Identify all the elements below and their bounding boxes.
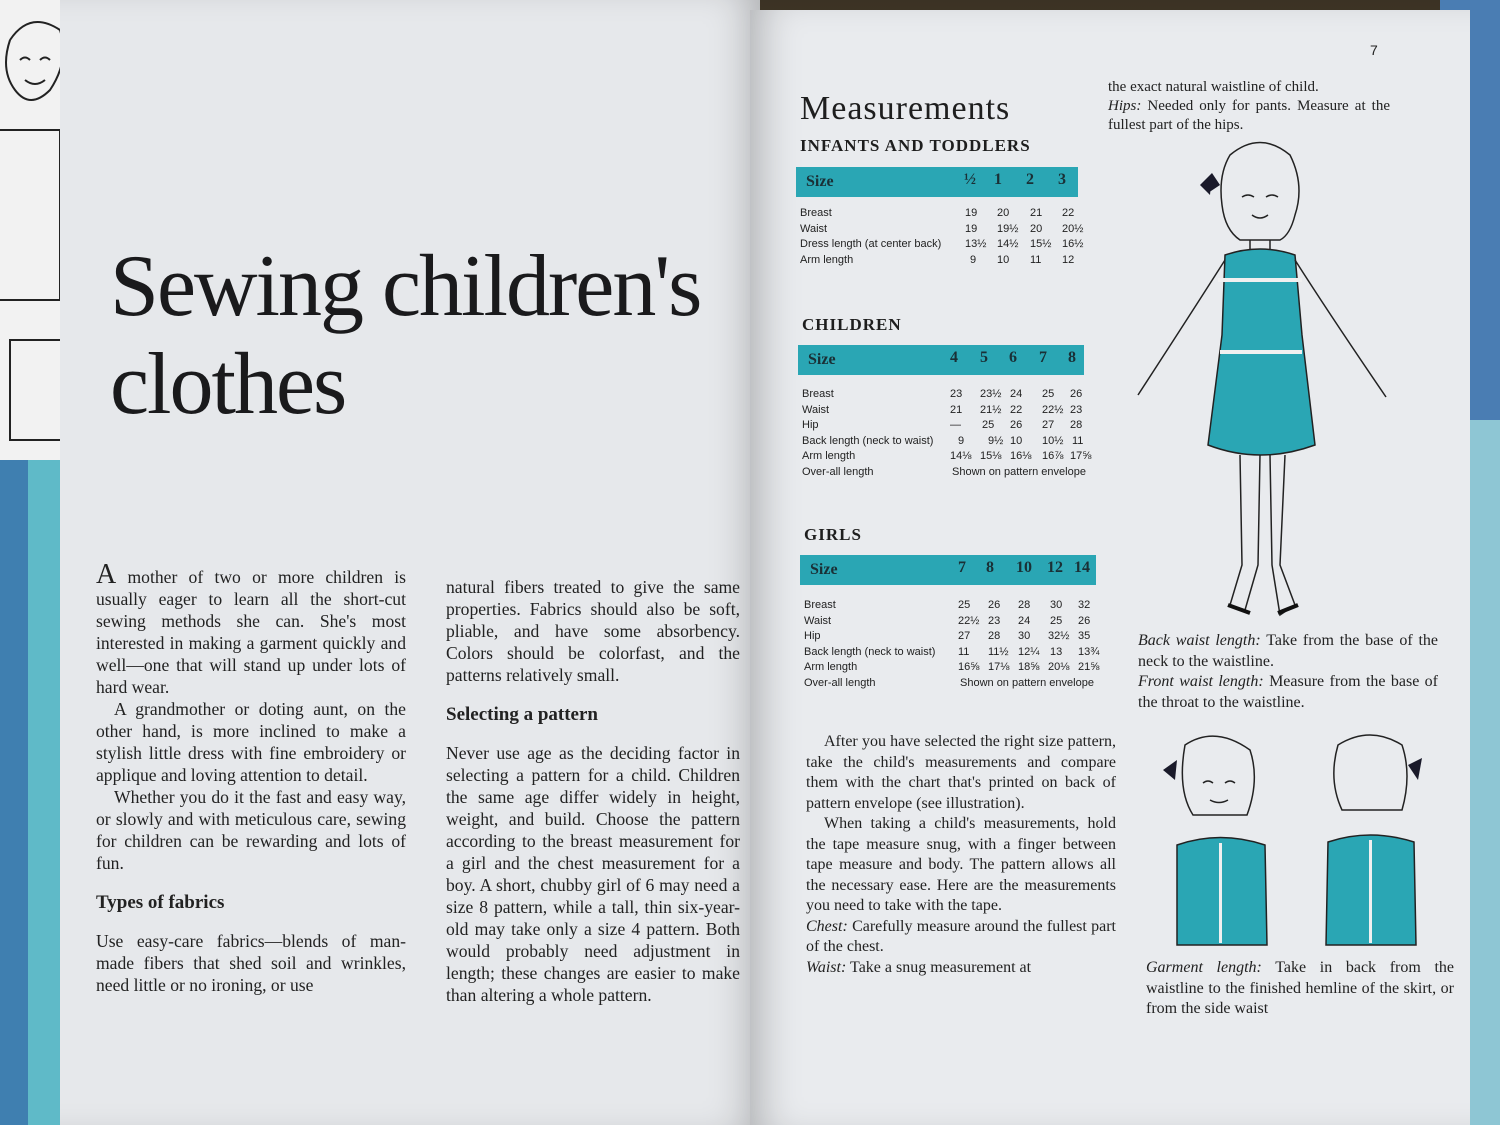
table-row: Arm length 16⅝ 17⅛ 18⅝ 20⅛ 21⅝ [804,661,1100,673]
paragraph: the exact natural waistline of child. [1108,79,1319,95]
table-row: Breast 19 20 21 22 [800,207,1075,219]
size-bar-infants [796,167,1078,197]
section-heading-fabrics: Types of fabrics [96,892,225,913]
table-row: Hip 27 28 30 32½ 35 [804,630,1091,642]
table-row: Breast 23 23½ 24 25 26 [802,388,1083,400]
section-heading-pattern: Selecting a pattern [446,704,598,725]
size-value: 3 [1058,171,1066,188]
table-row: Back length (neck to waist) 9 9½ 10 10½ 11 [802,434,1084,447]
chapter-title-line2: clothes [110,336,346,433]
paragraph: When taking a child's measurements, hold the tape measure snug, with a finger between tape measure and body. The pattern allows all the necessary ease. Here are the measurements you need to take with the tape. [806,815,1116,914]
size-bar-girls [800,555,1096,585]
size-bar-children [798,345,1084,375]
table-row: Waist 22½ 23 24 25 26 [804,614,1091,627]
size-value: 7 [958,559,966,576]
size-label: Size [806,173,834,190]
left-page [60,0,760,1125]
paragraph: Never use age as the deciding factor in selecting a pattern for a child. Children the same age differ widely in height, weight, and build. Choose the pattern according to the breast measurement for a girl and the chest measurement for a boy. A short, chubby girl of 6 may need a size 8 pattern, while a tall, thin six-year-old may take only a size 4 pattern. Both would probably need adjustment in length; these changes are easier to make than altering a whole pattern. [446,743,740,1005]
paragraph: Chest: Carefully measure around the fullest part of the chest. [806,917,1116,955]
back-bodice-illustration [1310,730,1440,950]
size-label: Size [810,561,838,578]
table-row: Arm length 14⅛ 15⅛ 16⅛ 16⅞ 17⅝ [802,450,1092,462]
size-value: 5 [980,349,988,366]
left-column-2 [446,576,740,1006]
girl-dress-illustration [1130,135,1400,625]
size-value: 7 [1039,349,1047,366]
table-row: Arm length 9 10 11 12 [800,253,1075,266]
size-value: 14 [1074,559,1090,576]
table-row: Hip — 25 26 27 28 [802,419,1083,431]
page-number: 7 [1370,42,1378,58]
figure-caption-garment [1146,958,1454,1020]
table-row: Dress length (at center back) 13½ 14½ 15½ 16½ [800,238,1084,250]
paragraph: A grandmother or doting aunt, on the other hand, is more inclined to make a stylish little dress with fine embroidery or applique and loving attention to detail. [96,699,406,785]
chapter-title [110,238,700,434]
size-value: 2 [1026,171,1034,188]
paragraph: Use easy-care fabrics—blends of man-made fibers that shed soil and wrinkles, need little or no ironing, or use [96,931,406,995]
size-value: 4 [950,349,958,366]
paragraph: Waist: Take a snug measurement at [806,958,1032,976]
table-rows-infants [800,206,1100,268]
size-label: Size [808,351,836,368]
right-body-text [806,732,1116,978]
caption: Front waist length: Measure from the base of the throat to the waistline. [1138,673,1439,711]
size-value: 6 [1009,349,1017,366]
front-bodice-illustration [1155,735,1295,955]
caption: Garment length: Take in back from the waistline to the finished hemline of the skirt, or from the side waist [1146,959,1455,1017]
table-row: Breast 25 26 28 30 32 [804,599,1091,611]
top-right-text [1108,78,1390,135]
paragraph: Whether you do it the fast and easy way, or slowly and with meticulous care, sewing for children can be rewarding and lots of fun. [96,787,406,873]
table-title-girls: GIRLS [804,525,862,544]
paragraph: After you have selected the right size pattern, take the child's measurements and compare them with the chart that's printed on back of pattern envelope (see illustration). [806,733,1116,812]
table-rows-girls [804,598,1114,691]
measurements-heading: Measurements [800,90,1011,127]
table-row: Over-all length Shown on pattern envelope [802,465,1086,478]
size-value: 8 [1068,349,1076,366]
right-page [750,10,1470,1125]
table-row: Over-all length Shown on pattern envelope [804,676,1094,689]
figure-caption-waist [1138,631,1438,713]
left-column-1 [96,559,406,996]
table-row: Waist 21 21½ 22 22½ 23 [802,403,1083,416]
size-value: ½ [964,171,976,188]
paragraph: natural fibers treated to give the same properties. Fabrics should also be soft, pliable, and have some absorbency. Colors should be colorfast, and the patterns relatively small. [446,577,740,685]
size-value: 8 [986,559,994,576]
drop-cap: A [96,559,117,590]
size-value: 1 [994,171,1002,188]
table-row: Back length (neck to waist) 11 11½ 12¼ 13 13¾ [804,645,1100,658]
size-value: 10 [1016,559,1032,576]
table-title-infants: INFANTS AND TODDLERS [800,136,1031,155]
table-rows-children [802,387,1112,480]
size-value: 12 [1047,559,1063,576]
chapter-title-line1: Sewing children's [110,238,701,335]
caption: Back waist length: Take from the base of the neck to the waistline. [1138,632,1438,670]
table-title-children: CHILDREN [802,315,902,334]
paragraph: Hips: Needed only for pants. Measure at the fullest part of the hips. [1108,98,1391,133]
table-row: Waist 19 19½ 20 20½ [800,222,1084,235]
intro-paragraph: A mother of two or more children is usually eager to learn all the short-cut sewing methods she can. She's most interested in making a garment quickly and well—one that will stand up under lots of hard wear. [96,559,406,697]
